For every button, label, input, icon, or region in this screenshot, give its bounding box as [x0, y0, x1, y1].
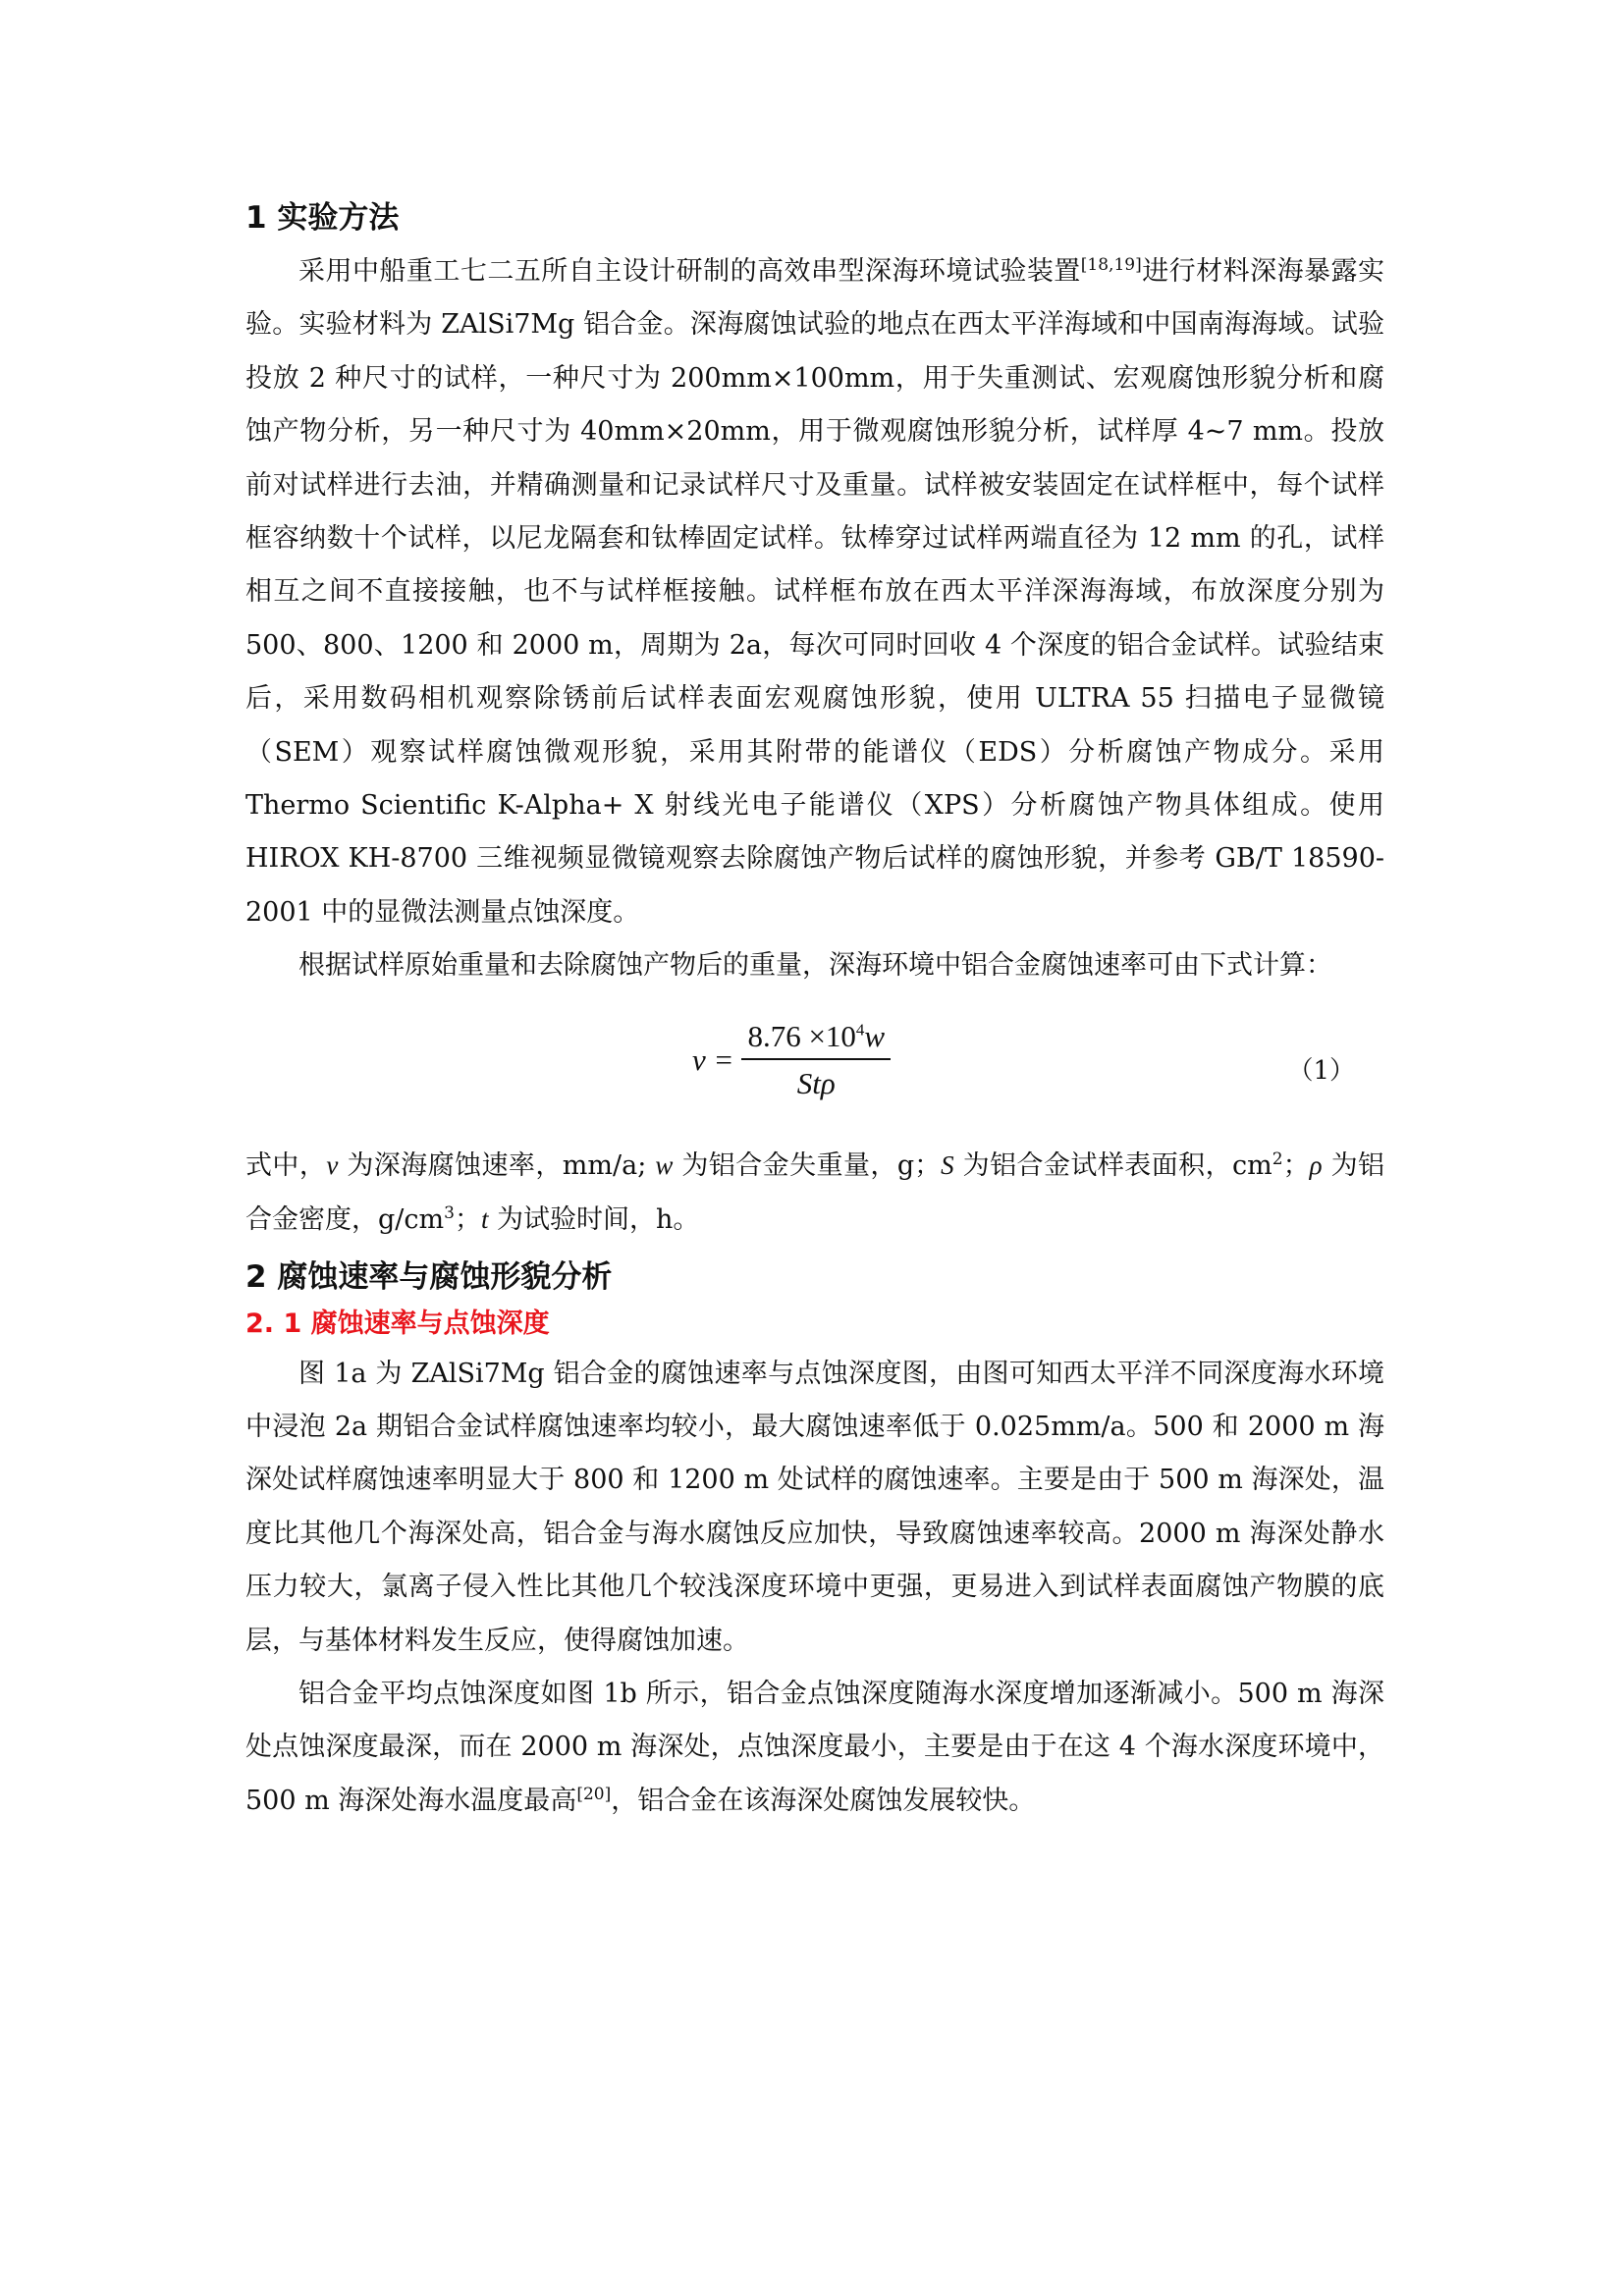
- section-heading-corrosion: 2 腐蚀速率与腐蚀形貌分析: [245, 1258, 613, 1295]
- section-heading-methods: 1 实验方法: [245, 200, 400, 236]
- equation-number: （1）: [1287, 1055, 1355, 1086]
- variable-definitions: 式中，v 为深海腐蚀速率，mm/a; w 为铝合金失重量，g；S 为铝合金试样表面积，$cm^2$；ρ 为铝合金密度，$g/cm^3$；t 为试验时间，h。: [245, 1148, 1385, 1236]
- corrosion-rate-paragraph: 图 1a 为 ZAlSi7Mg 铝合金的腐蚀速率与点蚀深度图，由图可知西太平洋不同深度海水环境中浸泡 2a 期铝合金试样腐蚀速率均较小，最大腐蚀速率低于 0.025mm/a。500 和 2000 m 海深处试样腐蚀速率明显大于 800 和 1200 m 处试样的腐蚀速率。主要是由于 500 m 海深处，温度比其他几个海深处高，铝合金与海水腐蚀反应加快，导致腐蚀速率较高。2000 m 海深处静水压力较大，氯离子侵入性比其他几个较浅深度环境中更强，更易进入到试样表面腐蚀产物膜的底层，与基体材料发生反应，使得腐蚀加速。: [245, 1358, 1384, 1656]
- methods-paragraph: [245, 245, 1384, 939]
- page-content: [245, 196, 1384, 1828]
- formula-intro-paragraph: 根据试样原始重量和去除腐蚀产物后的重量，深海环境中铝合金腐蚀速率可由下式计算：: [298, 950, 1332, 982]
- equation-denominator: Stρ: [796, 1065, 836, 1100]
- equation: [692, 1019, 891, 1101]
- equation-lhs: v =: [692, 1041, 734, 1077]
- equation-block: [245, 1011, 1384, 1129]
- methods-text-a: 采用中船重工七二五所自主设计研制的高效串型深海环境试验装置: [298, 256, 1081, 287]
- pitting-depth-paragraph: 铝合金平均点蚀深度如图 1b 所示，铝合金点蚀深度随海水深度增加逐渐减小。500 m 海深处点蚀深度最深，而在 2000 m 海深处，点蚀深度最小，主要是由于在这 4 个海水深度环境中，500 m 海深处海水温度最高[20]，铝合金在该海深处腐蚀发展较快。: [245, 1678, 1384, 1816]
- citation-ref: [20]: [576, 1784, 612, 1804]
- citation-ref: [18,19]: [1080, 255, 1142, 275]
- equation-fraction: [741, 1019, 891, 1101]
- methods-text-b: 进行材料深海暴露实验。实验材料为 ZAlSi7Mg 铝合金。深海腐蚀试验的地点在西太平洋海域和中国南海海域。试验投放 2 种尺寸的试样，一种尺寸为 200mm×100mm，用于失重测试、宏观腐蚀形貌分析和腐蚀产物分析，另一种尺寸为 40mm×20mm，用于微观腐蚀形貌分析，试样厚 4~7 mm。投放前对试样进行去油，并精确测量和记录试样尺寸及重量。试样被安装固定在试样框中，每个试样框容纳数十个试样，以尼龙隔套和钛棒固定试样。钛棒穿过试样两端直径为 12 mm 的孔，试样相互之间不直接接触，也不与试样框接触。试样框布放在西太平洋深海海域，布放深度分别为 500、800、1200 和 2000 m，周期为 2a，每次可同时回收 4 个深度的铝合金试样。试验结束后，采用数码相机观察除锈前后试样表面宏观腐蚀形貌，使用 ULTRA 55 扫描电子显微镜（SEM）观察试样腐蚀微观形貌，采用其附带的能谱仪（EDS）分析腐蚀产物成分。采用 Thermo Scientific K-Alpha+ X 射线光电子能谱仪（XPS）分析腐蚀产物具体组成。使用 HIROX KH-8700 三维视频显微镜观察去除腐蚀产物后试样的腐蚀形貌，并参考 GB/T 18590-2001 中的显微法测量点蚀深度。: [245, 256, 1385, 928]
- subsection-heading-rate: 2. 1 腐蚀速率与点蚀深度: [245, 1308, 550, 1339]
- equation-numerator: $8.76 \times 10^4w$: [741, 1019, 891, 1060]
